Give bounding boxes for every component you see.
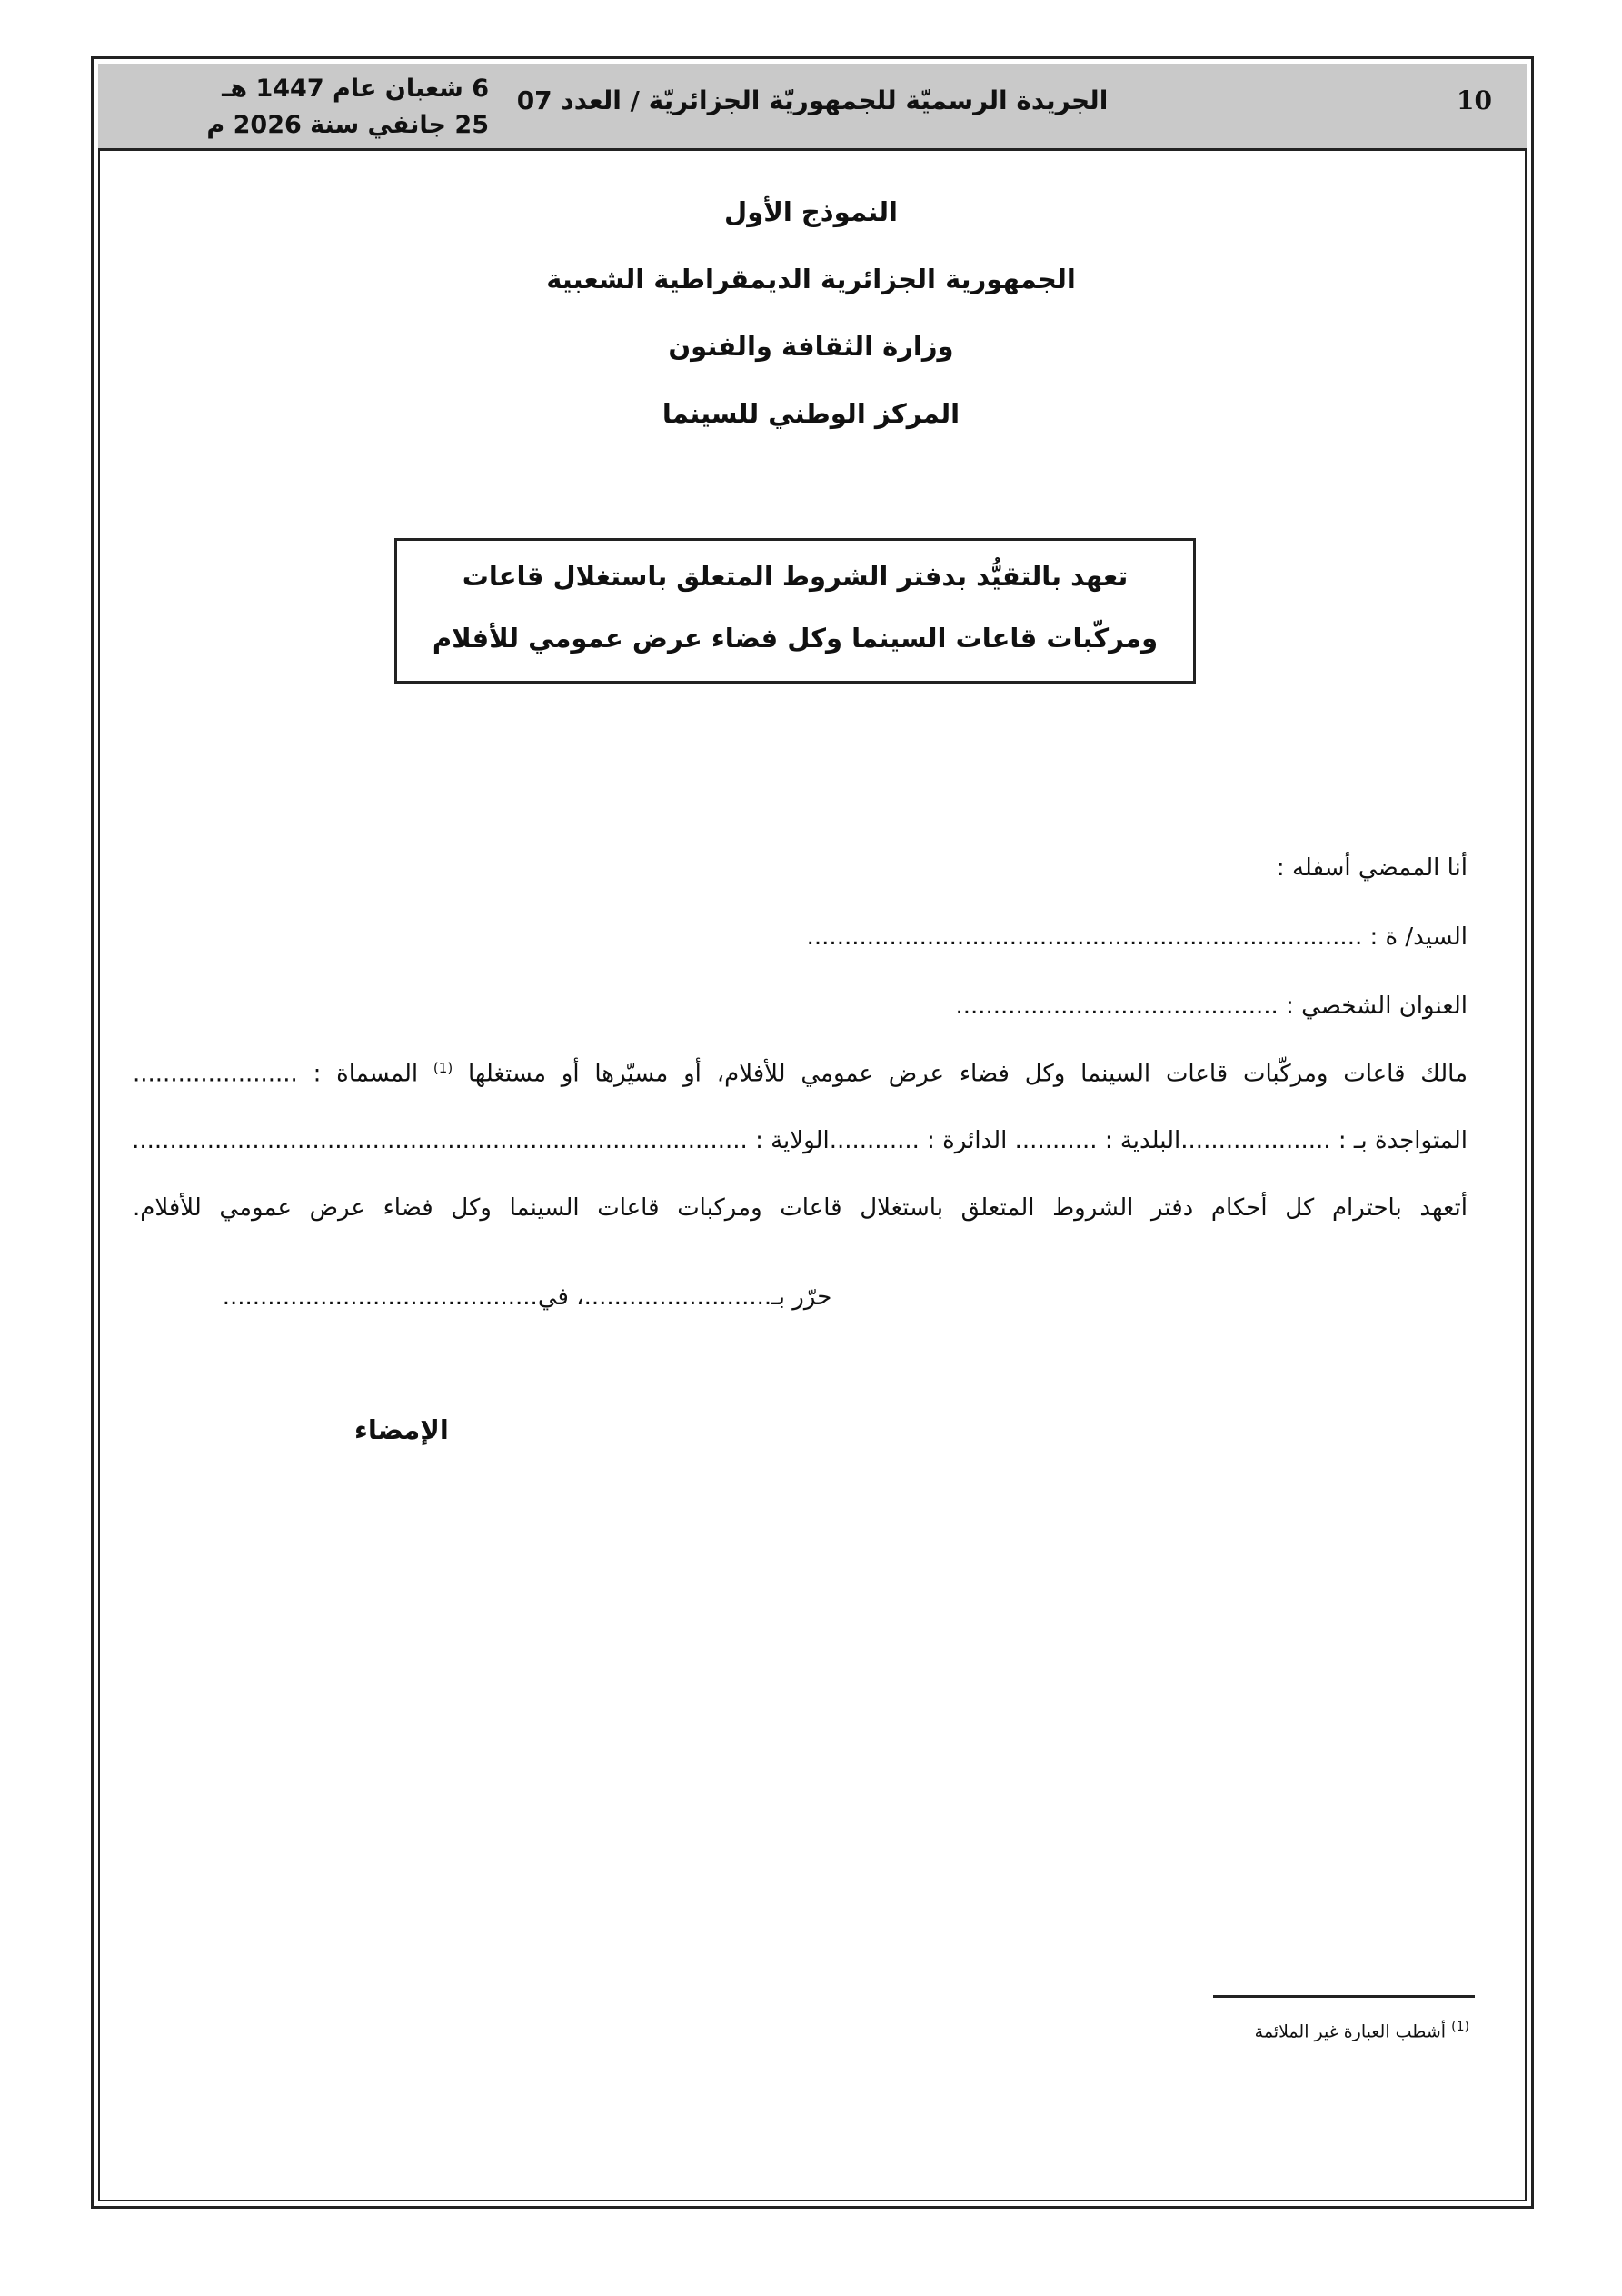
- center-name: المركز الوطني للسينما: [662, 398, 960, 429]
- named-field: المسماة : ......................: [133, 1060, 433, 1088]
- location-field-line: المتواجدة بـ : ....................البلدية : ........... الدائرة : ............الولاية : ..................................................................................: [132, 1127, 1468, 1154]
- footnote: [1255, 2020, 1469, 2041]
- owner-text: مالك قاعات ومركّبات قاعات السينما وكل فضاء عرض عمومي للأفلام، أو مسيّرها أو مستغلها: [467, 1060, 1468, 1088]
- address-field-line: العنوان الشخصي : ...........................................: [955, 993, 1468, 1020]
- model-label: النموذج الأول: [724, 196, 898, 227]
- ministry-name: وزارة الثقافة والفنون: [668, 331, 954, 362]
- footnote-separator: [1213, 1995, 1475, 1998]
- gregorian-date: 25 جانفي سنة 2026 م: [206, 111, 489, 139]
- footnote-marker: (1): [1451, 2020, 1469, 2034]
- hijri-date: 6 شعبان عام 1447 هـ: [222, 75, 489, 103]
- place-date-line: حرّر بـ.........................، في..........................................: [222, 1283, 832, 1311]
- name-field-line: السيد/ ة : ..........................................................................: [806, 923, 1468, 951]
- document-title-line-2: ومركّبات قاعات السينما وكل فضاء عرض عمومي للأفلام: [432, 623, 1159, 654]
- document-title-line-1: تعهد بالتقيُّد بدفتر الشروط المتعلق باستغلال قاعات: [462, 561, 1129, 592]
- intro-line: أنا الممضي أسفله :: [1276, 854, 1468, 882]
- page-number: 10: [1457, 85, 1492, 115]
- owner-line: [133, 1060, 1468, 1088]
- footnote-text: أشطب العبارة غير الملائمة: [1254, 2021, 1447, 2042]
- issue-date: [125, 71, 489, 144]
- republic-name: الجمهورية الجزائرية الديمقراطية الشعبية: [546, 264, 1076, 294]
- signature-label: الإمضاء: [354, 1414, 449, 1445]
- journal-header: [98, 64, 1527, 151]
- commitment-line: أتعهد باحترام كل أحكام دفتر الشروط المتعلق باستغلال قاعات ومركبات قاعات السينما وكل فضاء عرض عمومي للأفلام.: [133, 1194, 1468, 1222]
- document-title-box: [394, 538, 1196, 684]
- footnote-ref: (1): [433, 1060, 453, 1076]
- journal-title: الجريدة الرسميّة للجمهوريّة الجزائريّة / العدد 07: [516, 85, 1109, 115]
